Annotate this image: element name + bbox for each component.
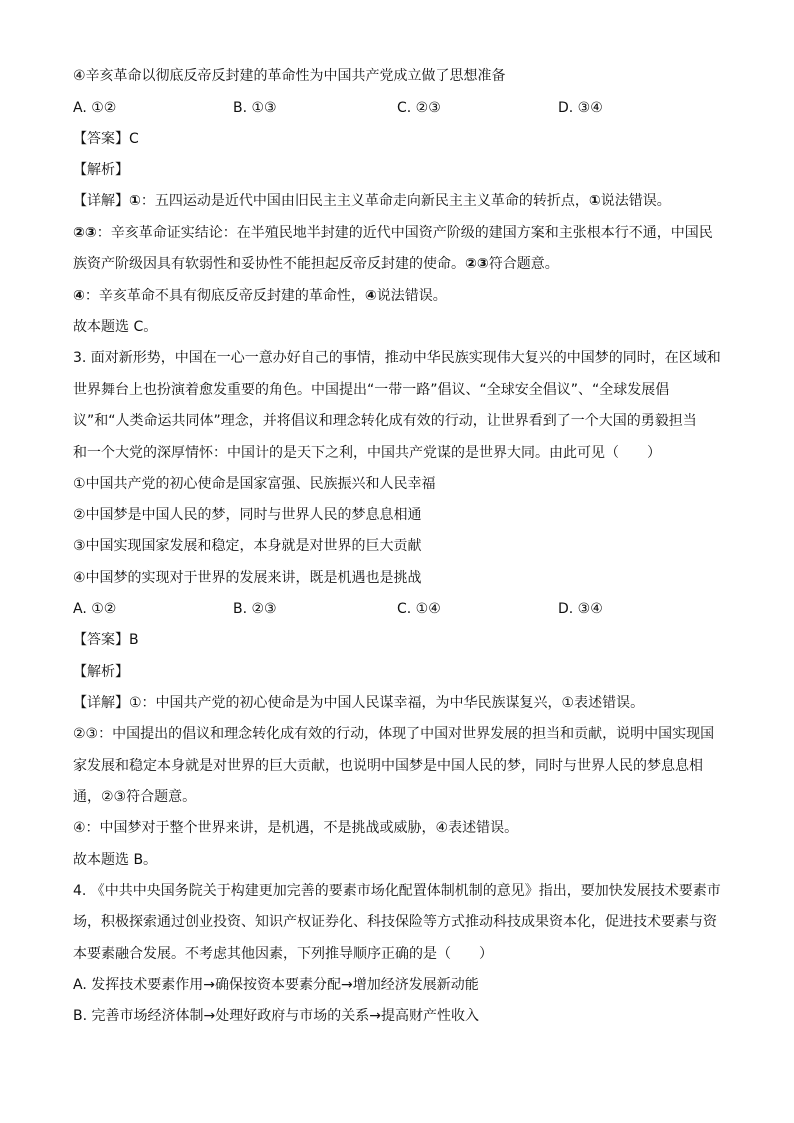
q3-stem-line-3: 议”和“人类命运共同体”理念，并将倡议和理念转化成有效的行动，让世界看到了一个大国的勇毅担当 [73, 413, 697, 429]
detail-text: ：五四运动是近代中国由旧民主主义革命走向新民主主义革命的转折点， [140, 193, 589, 209]
q4-stem-line-3: 本要素融合发展。不考虑其他因素，下列推导顺序正确的是（ ） [73, 946, 493, 962]
q2-detail-2 [73, 223, 713, 243]
answer-label: 【答案】 [73, 632, 129, 648]
q2-conclusion: 故本题选 C。 [73, 319, 158, 335]
statement-ref: ① [588, 193, 601, 209]
answer-value: B [129, 632, 139, 648]
detail-label: 【详解】 [73, 193, 129, 209]
statement-ref: ②③ [465, 256, 489, 272]
q2-detail-1 [73, 191, 671, 211]
q3-option-b: B. ②③ [233, 601, 277, 617]
q3-detail-2-line-3: 通，②③符合题意。 [73, 789, 197, 805]
q4-option-b: B. 完善市场经济体制→处理好政府与市场的关系→提高财产性收入 [73, 1008, 479, 1024]
q4-stem-line-1: 4. 《中共中央国务院关于构建更加完善的要素市场化配置体制机制的意见》指出，要加快发展技术要素市 [73, 883, 721, 899]
q3-detail-2-line-1: ②③：中国提出的倡议和理念转化成有效的行动，体现了中国对世界发展的担当和贡献，说明中国实现国 [73, 726, 715, 742]
q3-analysis-label: 【解析】 [73, 664, 129, 680]
q3-option-d: D. ③④ [558, 601, 603, 617]
statement-ref: ②③ [73, 225, 97, 241]
q3-statement-4: ④中国梦的实现对于世界的发展来讲，既是机遇也是挑战 [73, 570, 422, 586]
q2-detail-3 [73, 286, 447, 306]
q3-conclusion: 故本题选 B。 [73, 852, 158, 868]
q2-analysis-label: 【解析】 [73, 162, 129, 178]
detail-label: 【详解】 [73, 695, 129, 711]
q3-detail-2-line-2: 家发展和稳定本身就是对世界的巨大贡献，也说明中国梦是中国人民的梦，同时与世界人民的梦息息相 [73, 758, 703, 774]
statement-ref: ④ [364, 288, 377, 304]
q3-option-c: C. ①④ [397, 601, 441, 617]
q2-option-c: C. ②③ [397, 100, 441, 116]
q2-option-b: B. ①③ [233, 100, 277, 116]
q2-statement-4: ④辛亥革命以彻底反帝反封建的革命性为中国共产党成立做了思想准备 [73, 68, 506, 84]
statement-ref: ① [129, 193, 141, 209]
detail-text: ：辛亥革命不具有彻底反帝反封建的革命性， [84, 288, 365, 304]
q3-stem-line-4: 和一个大党的深厚情怀：中国计的是天下之利，中国共产党谋的是世界大同。由此可见（ ） [73, 445, 661, 461]
q3-answer [73, 630, 139, 650]
detail-text: ：辛亥革命证实结论：在半殖民地半封建的近代中国资产阶级的建国方案和主张根本行不通，中国民 [96, 225, 713, 241]
detail-text: 符合题意。 [488, 256, 559, 272]
q2-detail-2-cont [73, 254, 559, 274]
q3-detail-1 [73, 693, 644, 713]
q3-statement-1: ①中国共产党的初心使命是国家富强、民族振兴和人民幸福 [73, 476, 436, 492]
q3-statement-2: ②中国梦是中国人民的梦，同时与世界人民的梦息息相通 [73, 507, 422, 523]
detail-text: 族资产阶级因具有软弱性和妥协性不能担起反帝反封建的使命。 [73, 256, 465, 272]
q2-answer [73, 129, 139, 149]
q3-stem-line-1: 3. 面对新形势，中国在一心一意办好自己的事情，推动中华民族实现伟大复兴的中国梦的同时，在区域和 [73, 350, 721, 366]
q3-detail-3: ④：中国梦对于整个世界来讲，是机遇，不是挑战或威胁，④表述错误。 [73, 820, 519, 836]
q4-option-a: A. 发挥技术要素作用→确保按资本要素分配→增加经济发展新动能 [73, 977, 479, 993]
answer-label: 【答案】 [73, 131, 129, 147]
detail-text: ①：中国共产党的初心使命是为中国人民谋幸福，为中华民族谋复兴，①表述错误。 [129, 695, 645, 711]
q4-stem-line-2: 场，积极探索通过创业投资、知识产权证券化、科技保险等方式推动科技成果资本化，促进技术要素与资 [73, 914, 717, 930]
q3-statement-3: ③中国实现国家发展和稳定，本身就是对世界的巨大贡献 [73, 538, 422, 554]
q3-option-a: A. ①② [73, 601, 117, 617]
q2-option-a: A. ①② [73, 100, 117, 116]
q2-option-d: D. ③④ [558, 100, 603, 116]
detail-text: 说法错误。 [376, 288, 447, 304]
answer-value: C [129, 131, 139, 147]
detail-text: 说法错误。 [600, 193, 671, 209]
statement-ref: ④ [73, 288, 85, 304]
q3-stem-line-2: 世界舞台上也扮演着愈发重要的角色。中国提出“一带一路”倡议、“全球安全倡议”、“全球发展倡 [73, 382, 670, 398]
